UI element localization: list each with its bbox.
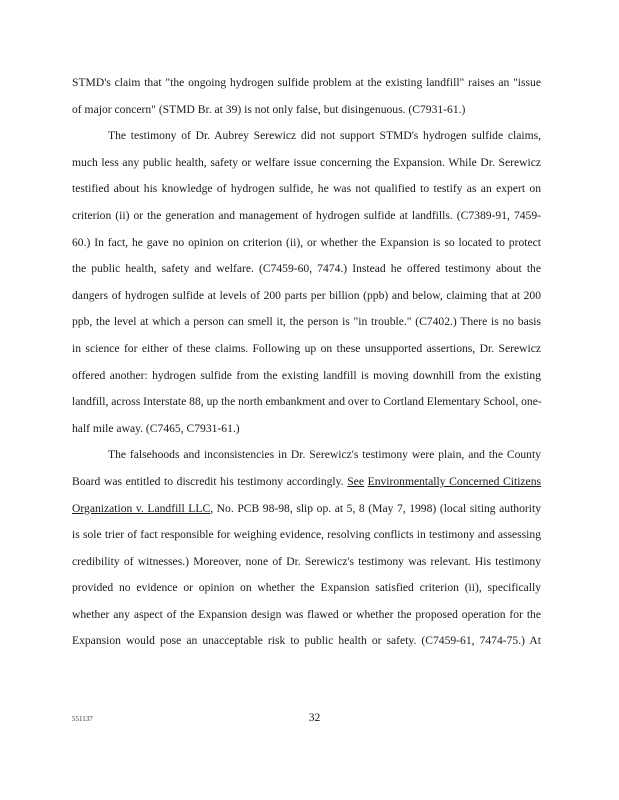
text-segment: Board was entitled to discredit his testimony accordingly. (72, 474, 344, 488)
text-line: criterion (ii) or the generation and management of hydrogen sulfide at landfills. (C7389-91, 7459- (72, 208, 541, 222)
text-line: The falsehoods and inconsistencies in Dr. Serewicz's testimony were plain, and the County (108, 448, 541, 462)
text-line: is sole trier of fact responsible for weighing evidence, resolving conflicts in testimony and assessing (72, 528, 541, 542)
text-line: much less any public health, safety or welfare issue concerning the Expansion. While Dr. Serewicz (72, 155, 541, 169)
text-line: Expansion would pose an unacceptable risk to public health or safety. (C7459-61, 7474-75.) At (72, 634, 541, 648)
text-line: the public health, safety and welfare. (C7459-60, 7474.) Instead he offered testimony about the (72, 262, 541, 276)
document-id: 551137 (72, 715, 93, 723)
text-line (72, 496, 541, 523)
text-line: whether any aspect of the Expansion design was flawed or whether the proposed operation for the (72, 607, 541, 621)
case-citation: Organization v. Landfill LLC (72, 501, 211, 515)
citation-signal: See (347, 474, 364, 488)
text-line: half mile away. (C7465, C7931-61.) (72, 421, 240, 435)
page-number: 32 (308, 711, 321, 724)
text-line: credibility of witnesses.) Moreover, none of Dr. Serewicz's testimony was relevant. His testimony (72, 554, 541, 568)
text-line: STMD's claim that "the ongoing hydrogen sulfide problem at the existing landfill" raises an "issue (72, 76, 541, 89)
text-line: ppb, the level at which a person can smell it, the person is "in trouble." (C7402.) There is no basis (72, 315, 541, 329)
case-citation: Environmentally Concerned Citizens (367, 474, 542, 488)
text-line: in science for either of these claims. Following up on these unsupported assertions, Dr. Serewicz (72, 341, 541, 355)
text-line: landfill, across Interstate 88, up the north embankment and over to Cortland Elementary School, one- (72, 395, 542, 409)
text-segment: , No. PCB 98-98, slip op. at 5, 8 (May 7, 1998) (local siting authority (210, 501, 541, 515)
text-line: testified about his knowledge of hydrogen sulfide, he was not qualified to testify as an expert on (72, 182, 541, 196)
text-line: offered another: hydrogen sulfide from the existing landfill is moving downhill from the existing (72, 368, 541, 382)
text-line: 60.) In fact, he gave no opinion on criterion (ii), or whether the Expansion is so located to protect (72, 235, 541, 249)
text-line: The testimony of Dr. Aubrey Serewicz did not support STMD's hydrogen sulfide claims, (108, 129, 541, 143)
text-line: of major concern" (STMD Br. at 39) is not only false, but disingenuous. (C7931-61.) (72, 102, 466, 116)
text-line (72, 469, 541, 496)
text-line: dangers of hydrogen sulfide at levels of 200 parts per billion (ppb) and below, claiming that at 200 (72, 288, 541, 302)
text-line: provided no evidence or opinion on whether the Expansion satisfied criterion (ii), specifically (72, 581, 541, 595)
body-text (72, 70, 541, 655)
